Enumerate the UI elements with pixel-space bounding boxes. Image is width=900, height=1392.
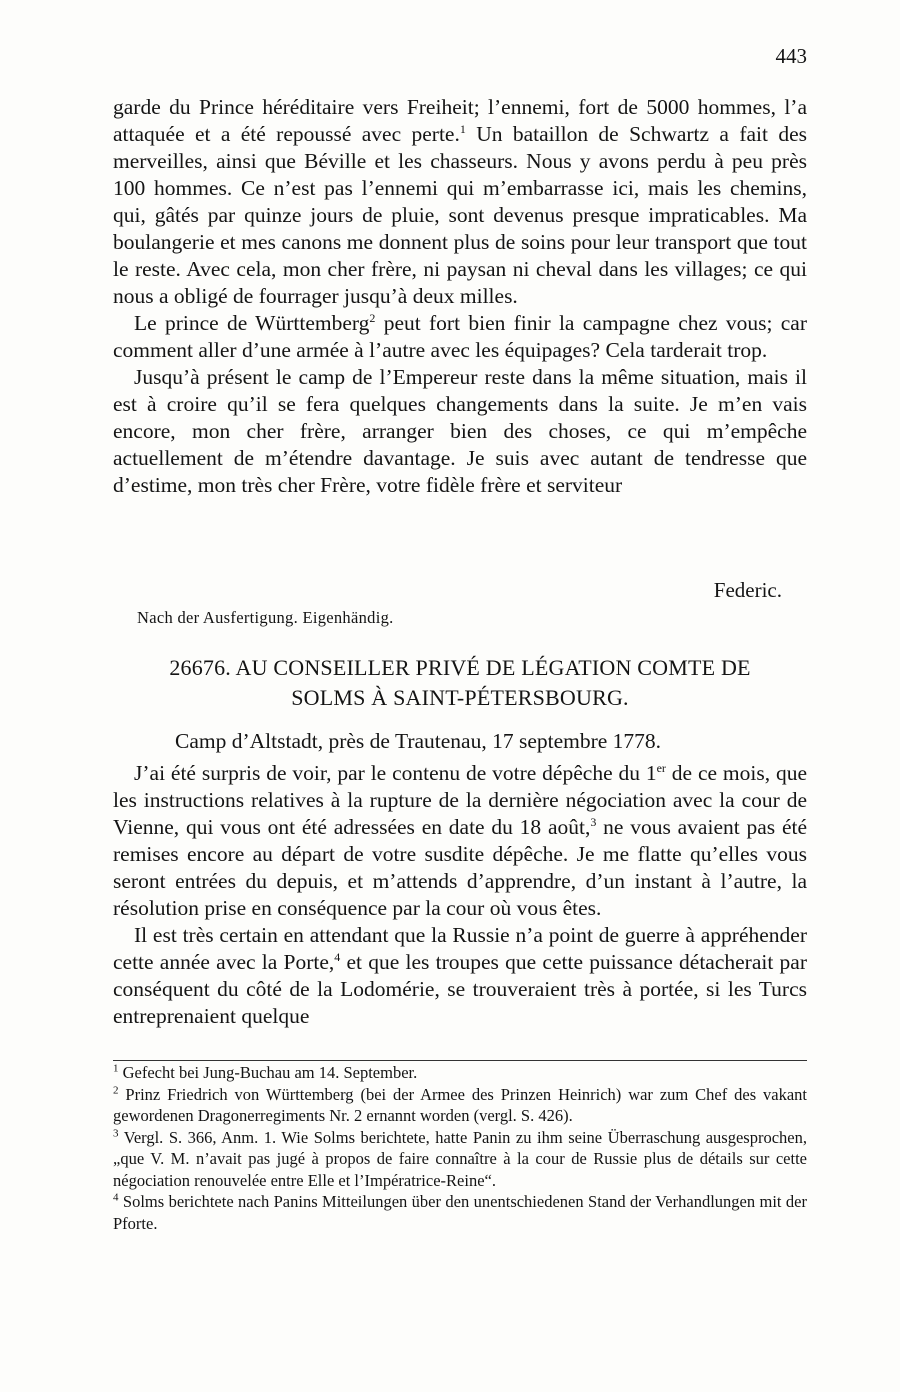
footnote-mark: 4 (113, 1191, 119, 1204)
paragraph: J’ai été surpris de voir, par le contenu de votre dépêche du 1er de ce mois, que les instructions relatives à la rupture de la dernière négociation avec la cour de Vienne, qui vous ont été adressées en date du 18 août,$^3$ ne vous avaient pas été remises encore au départ de votre susdite dépêche. Je me flatte qu’elles vous seront entrées du depuis, et m’attends d’apprendre, d’un instant à l’autre, la résolution prise en conséquence par la cour où vous êtes. (113, 760, 808, 920)
paragraph: Le prince de Württemberg$^2$ peut fort bien finir la campagne chez vous; car comment aller d’une armée à l’autre avec les équipages? Cela tarderait trop. (113, 310, 807, 362)
footnote-ref: 2 (369, 310, 376, 325)
letter-body (113, 760, 807, 1030)
paragraph: Jusqu’à présent le camp de l’Empereur reste dans la même situation, mais il est à croire qu’il se fera quelques changements dans la suite. Je m’en vais encore, mon cher frère, arranger bien des choses, ce qui m’empêche actuellement de m’étendre davantage. Je suis avec autant de tendresse que d’estime, mon très cher Frère, votre fidèle frère et serviteur (113, 365, 807, 497)
footnote: $^3$ Vergl. S. 366, Anm. 1. Wie Solms berichtete, hatte Panin zu ihm seine Überraschung ausgesprochen, „que V. M. n’avait pas jugé à propos de faire connaître à la cour de Russie plus de détails sur cette négociation renouvelée entre Elle et l’Impératrice-Reine“. (113, 1127, 807, 1190)
footnote-ref: 4 (334, 949, 341, 964)
paragraph: Il est très certain en attendant que la Russie n’a point de guerre à appréhender cette année avec la Porte,$^4$ et que les troupes que cette puissance détacherait par conséquent du côté de la Lodomérie, se trouveraient très à portée, si les Turcs entreprenaient quelque (113, 923, 807, 1028)
footnote-mark: 1 (113, 1062, 119, 1075)
letter-heading (113, 653, 807, 713)
footnote-ref: 1 (459, 121, 466, 136)
signature: Federic. (713, 578, 782, 602)
footnote-divider (113, 1060, 807, 1061)
footnote: $^2$ Prinz Friedrich von Württemberg (bei der Armee des Prinzen Heinrich) war zum Chef des vakant gewordenen Dragonerregiments Nr. 2 ernannt worden (vergl. S. 426). (113, 1084, 807, 1125)
footnote: $^4$ Solms berichtete nach Panins Mitteilungen über den unentschiedenen Stand der Verhandlungen mit der Pforte. (113, 1191, 807, 1233)
paragraph: garde du Prince héréditaire vers Freiheit; l’ennemi, fort de 5000 hommes, l’a attaquée et a été repoussé avec perte.$^1$ Un bataillon de Schwartz a fait des merveilles, ainsi que Béville et les chasseurs. Nous y avons perdu à peu près 100 hommes. Ce n’est pas l’ennemi qui m’embarrasse ici, mais les chemins, qui, gâtés par quinze jours de pluie, sont devenus presque impraticables. Ma boulangerie et mes canons me donnent plus de soins pour leur transport que tout le reste. Avec cela, mon cher frère, ni paysan ni cheval dans les villages; ce qui nous a obligé de fourrager jusqu’à deux milles. (113, 95, 807, 308)
superscript: er (656, 760, 666, 775)
page-number: 443 (775, 44, 807, 68)
source-note: Nach der Ausfertigung. Eigenhändig. (137, 608, 394, 627)
letter-heading-line: SOLMS À SAINT-PÉTERSBOURG. (291, 685, 629, 710)
footnote-ref: 3 (590, 814, 597, 829)
footnote-mark: 2 (113, 1084, 119, 1096)
footnote-mark: 3 (113, 1127, 119, 1139)
place-date: Camp d’Altstadt, près de Trautenau, 17 septembre 1778. (175, 729, 662, 753)
footnote: $^1$ Gefecht bei Jung-Buchau am 14. September. (113, 1062, 418, 1082)
letter-continuation-body (113, 94, 807, 499)
footnotes (113, 1062, 807, 1234)
letter-heading-line: 26676. AU CONSEILLER PRIVÉ DE LÉGATION COMTE DE (169, 655, 751, 680)
